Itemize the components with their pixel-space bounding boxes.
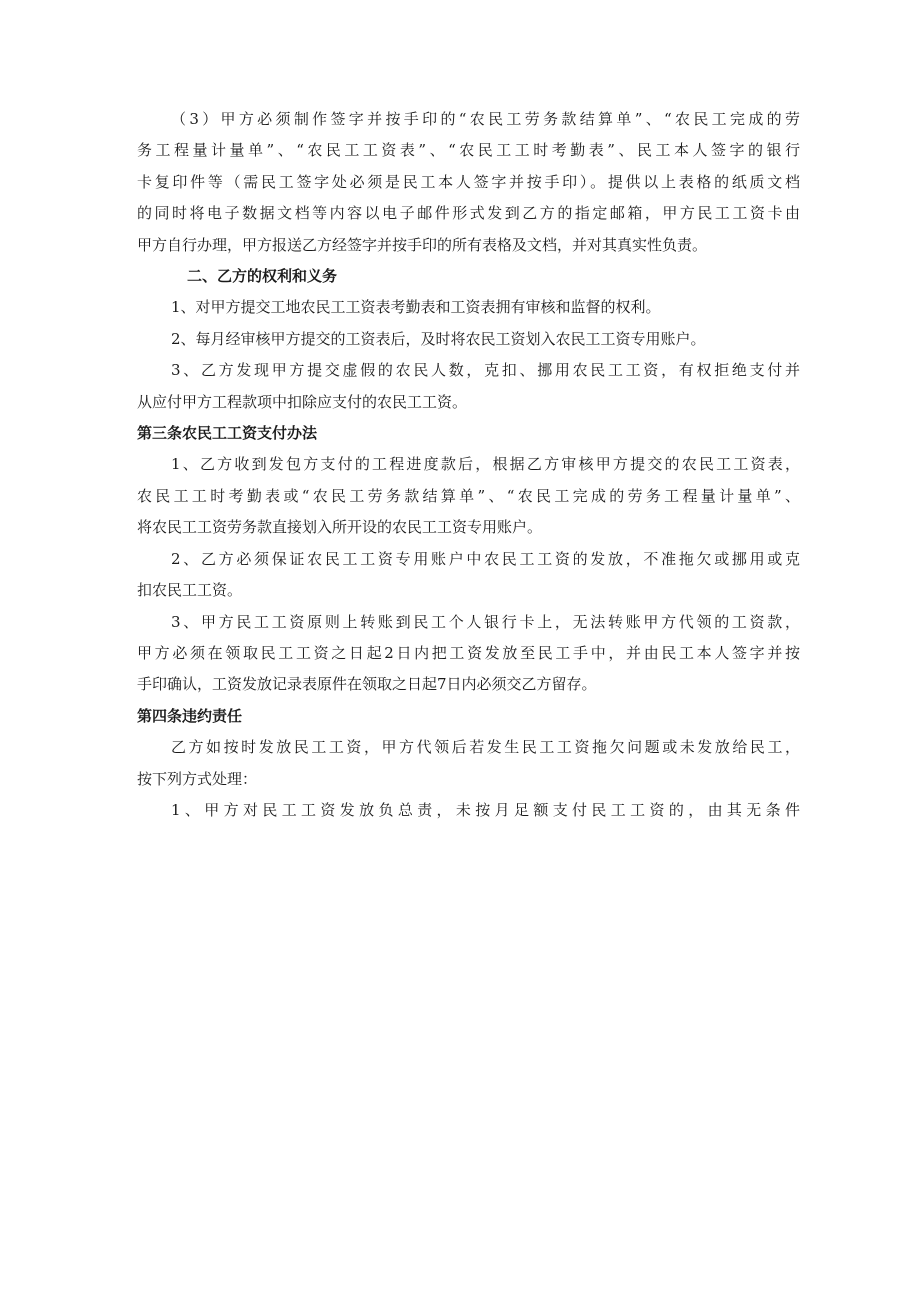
text-line: 卡复印件等（需民工签字处必须是民工本人签字并按手印）。提供以上表格的纸质文档 [137, 172, 800, 191]
text-line: 将农民工工资劳务款直接划入所开设的农民工工资专用账户。 [137, 518, 543, 537]
text-line: 乙方如按时发放民工工资，甲方代领后若发生民工工资拖欠问题或未发放给民工， [171, 738, 800, 757]
paragraph-party-a-forms [137, 104, 800, 261]
paragraph-party-b-item-2 [137, 324, 800, 355]
paragraph-article-4-intro [137, 732, 800, 795]
paragraph-article-3-item-2 [137, 544, 800, 607]
text-line: 按下列方式处理： [137, 769, 258, 788]
text-line: 2、每月经审核甲方提交的工资表后，及时将农民工资划入农民工工资专用账户。 [171, 329, 706, 348]
section-heading-party-b-rights: 二、乙方的权利和义务 [187, 267, 338, 286]
text-line: 务工程量计量单”、“农民工工资表”、“农民工工时考勤表”、民工本人签字的银行 [137, 141, 800, 160]
text-line: 1、甲方对民工工资发放负总责，未按月足额支付民工工资的，由其无条件 [171, 800, 800, 819]
paragraph-party-b-item-1 [137, 292, 800, 323]
text-line: 3、甲方民工工资原则上转账到民工个人银行卡上，无法转账甲方代领的工资款， [171, 612, 800, 631]
text-line: 农民工工时考勤表或“农民工劳务款结算单”、“农民工完成的劳务工程量计量单”、 [137, 486, 800, 505]
text-line: 甲方自行办理，甲方报送乙方经签字并按手印的所有表格及文档，并对其真实性负责。 [137, 235, 708, 254]
article-heading-breach-liability: 第四条违约责任 [137, 706, 243, 725]
text-line: （3）甲方必须制作签字并按手印的“农民工劳务款结算单”、“农民工完成的劳 [171, 110, 800, 128]
text-line: 扣农民工工资。 [137, 581, 243, 600]
paragraph-article-3-item-1 [137, 449, 800, 543]
text-line: 3、乙方发现甲方提交虚假的农民人数，克扣、挪用农民工工资，有权拒绝支付并 [171, 361, 800, 380]
text-line: 从应付甲方工程款项中扣除应支付的农民工工资。 [137, 392, 468, 411]
paragraph-article-3-item-3 [137, 607, 800, 701]
article-heading-wage-payment: 第三条农民工工资支付办法 [137, 424, 318, 443]
text-line: 1、乙方收到发包方支付的工程进度款后，根据乙方审核甲方提交的农民工工资表， [171, 455, 800, 474]
paragraph-article-4-item-1 [137, 795, 800, 826]
text-line: 甲方必须在领取民工工资之日起2日内把工资发放至民工手中，并由民工本人签字并按 [137, 643, 800, 662]
document-body [137, 104, 800, 826]
text-line: 2、乙方必须保证农民工工资专用账户中农民工工资的发放，不准拖欠或挪用或克 [171, 549, 800, 568]
paragraph-party-b-item-3 [137, 355, 800, 418]
text-line: 手印确认，工资发放记录表原件在领取之日起7日内必须交乙方留存。 [137, 675, 597, 694]
text-line: 的同时将电子数据文档等内容以电子邮件形式发到乙方的指定邮箱，甲方民工工资卡由 [137, 204, 800, 223]
text-line: 1、对甲方提交工地农民工工资表考勤表和工资表拥有审核和监督的权利。 [171, 298, 661, 317]
